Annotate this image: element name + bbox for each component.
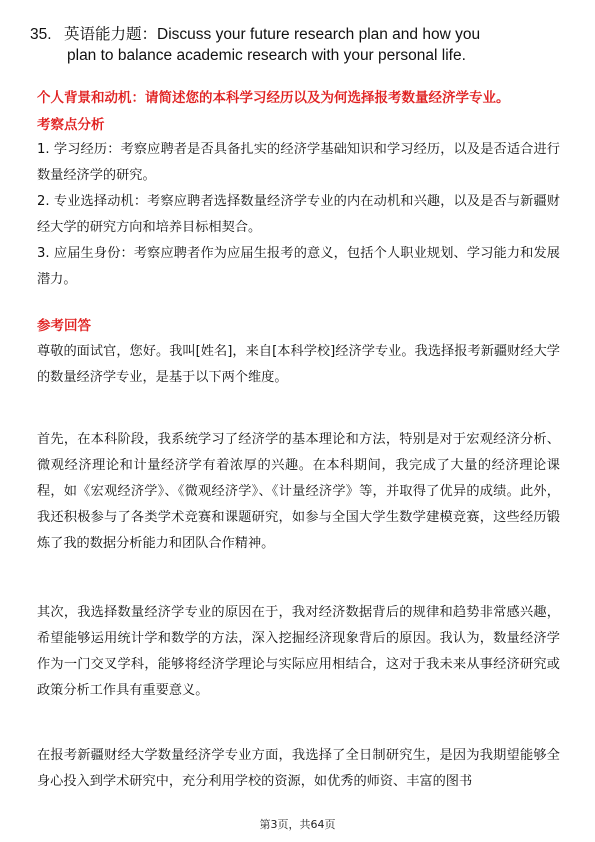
analysis-list	[37, 137, 560, 293]
question-number: 35.	[30, 26, 52, 43]
question-line-1: 英语能力题：Discuss your future research plan and how you	[64, 26, 481, 43]
answer-paragraph	[37, 427, 560, 557]
analysis-item: 2. 专业选择动机：考察应聘者选择数量经济学专业的内在动机和兴趣，以及是否与新疆财经大学的研究方向和培养目标相契合。	[37, 194, 560, 235]
answer-paragraph-1: 尊敬的面试官，您好。我叫[姓名]，来自[本科学校]经济学专业。我选择报考新疆财经大学的数量经济学专业，是基于以下两个维度。	[37, 344, 560, 385]
question-line-2: plan to balance academic research with your personal life.	[67, 47, 466, 64]
answer-paragraph-3: 其次，我选择数量经济学专业的原因在于，我对经济数据背后的规律和趋势非常感兴趣，希望能够运用统计学和数学的方法，深入挖掘经济现象背后的原因。我认为，数量经济学作为一门交叉学科，能够将经济学理论与实际应用相结合，这对于我未来从事经济研究或政策分析工作具有重要意义。	[37, 605, 560, 698]
answer-paragraph	[37, 600, 560, 704]
analysis-item: 1. 学习经历：考察应聘者是否具备扎实的经济学基础知识和学习经历，以及是否适合进行数量经济学的研究。	[37, 142, 560, 183]
answer-paragraph-2: 首先，在本科阶段，我系统学习了经济学的基本理论和方法，特别是对于宏观经济分析、微观经济理论和计量经济学有着浓厚的兴趣。在本科期间，我完成了大量的经济理论课程，如《宏观经济学》、《微观经济学》、《计量经济学》等，并取得了优异的成绩。此外，我还积极参与了各类学术竞赛和课题研究，如参与全国大学生数学建模竞赛，这些经历锻炼了我的数据分析能力和团队合作精神。	[37, 432, 560, 551]
answer-paragraph	[37, 339, 560, 391]
analysis-item: 3. 应届生身份：考察应聘者作为应届生报考的意义，包括个人职业规划、学习能力和发展潜力。	[37, 246, 560, 287]
page-footer: 第3页，共64页	[259, 818, 336, 831]
answer-paragraph	[37, 743, 560, 795]
answer-heading: 参考回答	[37, 318, 91, 334]
prompt-heading: 个人背景和动机：请简述您的本科学习经历以及为何选择报考数量经济学专业。	[37, 90, 510, 106]
answer-paragraph-4: 在报考新疆财经大学数量经济学专业方面，我选择了全日制研究生，是因为我期望能够全身心投入到学术研究中，充分利用学校的资源，如优秀的师资、丰富的图书	[37, 748, 560, 789]
question-title	[30, 24, 570, 66]
analysis-heading: 考察点分析	[37, 117, 105, 133]
